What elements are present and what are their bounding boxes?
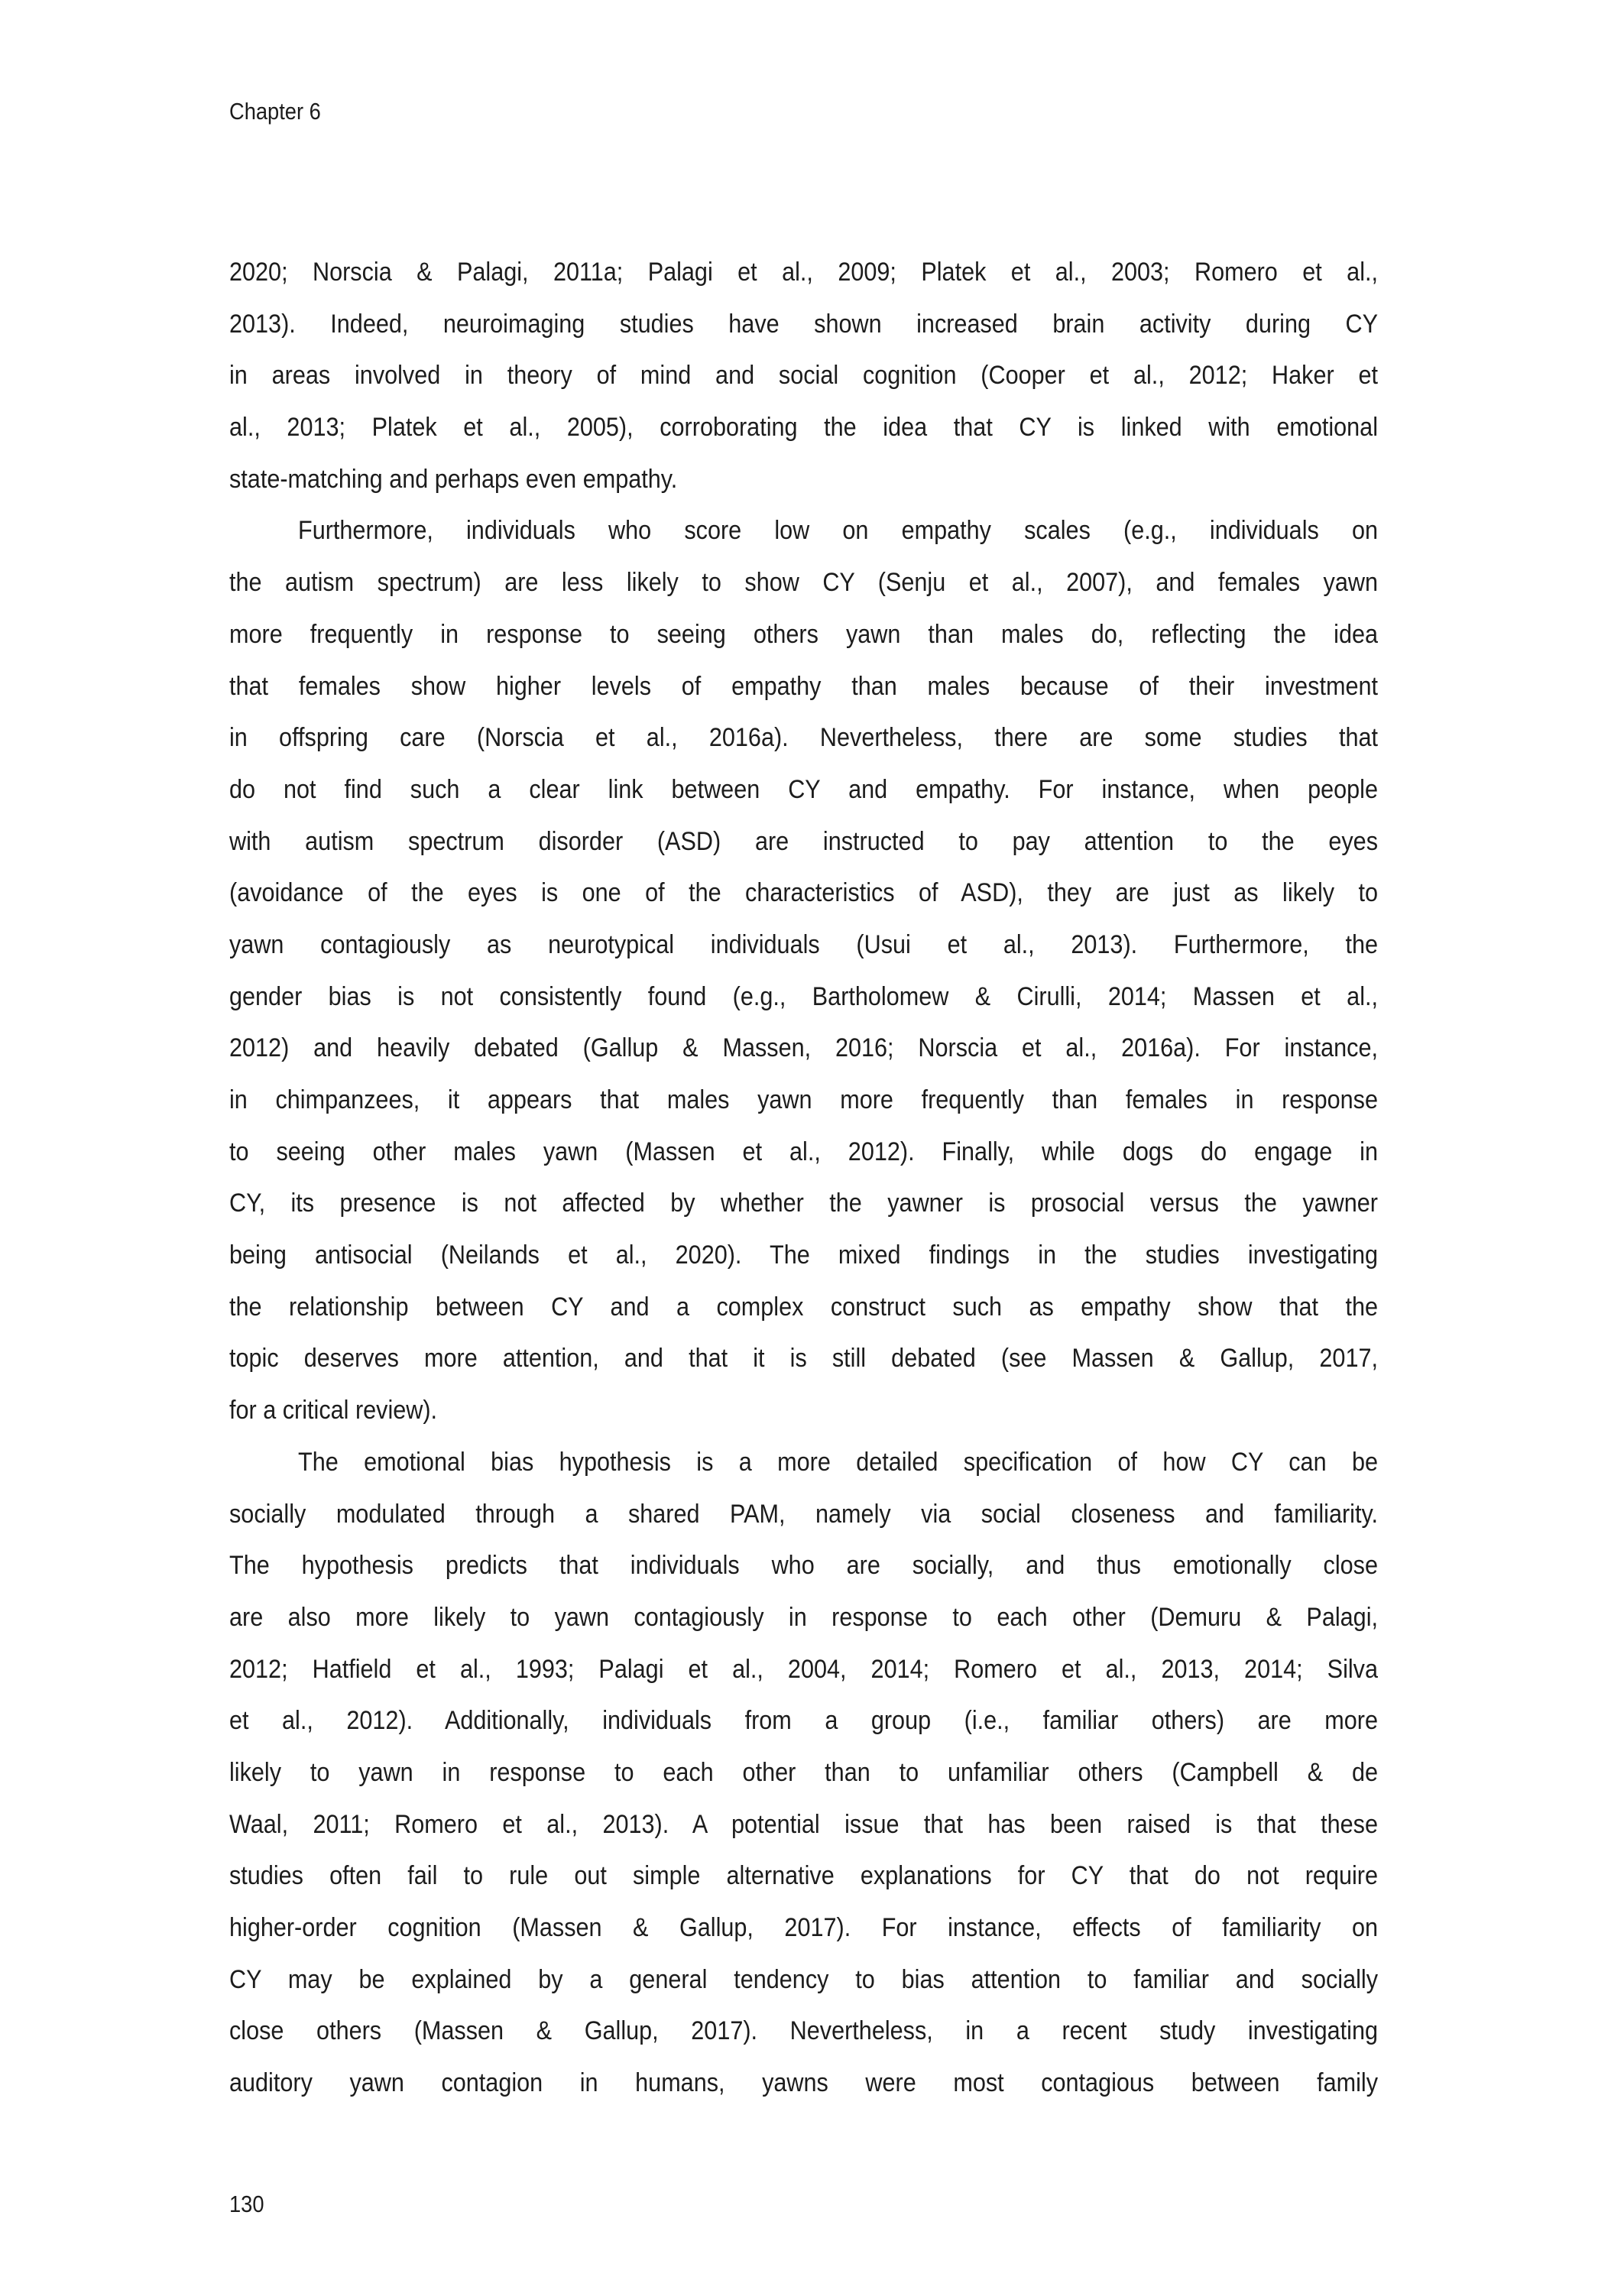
text-line-content: likely to yawn in response to each other than to unfamiliar others (Campbell & de [229, 1757, 1378, 1787]
text-line [229, 1333, 1378, 1385]
text-line [229, 505, 1378, 557]
text-line-content: that females show higher levels of empathy than males because of their investment [229, 671, 1378, 701]
text-line [229, 1644, 1378, 1696]
text-line-content: the relationship between CY and a complex construct such as empathy show that the [229, 1292, 1378, 1322]
text-line-content: al., 2013; Platek et al., 2005), corroborating the idea that CY is linked with emotional [229, 413, 1378, 443]
text-line-content: The hypothesis predicts that individuals who are socially, and thus emotionally close [229, 1551, 1378, 1581]
text-line-content: Furthermore, individuals who score low on empathy scales (e.g., individuals on [298, 516, 1378, 546]
running-head: Chapter 6 [229, 98, 321, 125]
text-line [229, 1592, 1378, 1644]
text-line [229, 1540, 1378, 1592]
text-line [229, 816, 1378, 868]
text-line [229, 712, 1378, 764]
text-line [229, 1385, 1378, 1437]
text-line [229, 971, 1378, 1023]
text-line-content: the autism spectrum) are less likely to show CY (Senju et al., 2007), and females yawn [229, 568, 1378, 598]
text-line [229, 661, 1378, 713]
text-line [229, 1127, 1378, 1179]
text-line-content: do not find such a clear link between CY and empathy. For instance, when people [229, 774, 1378, 804]
text-line [229, 402, 1378, 454]
text-line [229, 1023, 1378, 1075]
text-line-content: being antisocial (Neilands et al., 2020). The mixed findings in the studies investigating [229, 1241, 1378, 1270]
text-line [229, 919, 1378, 971]
text-line-content: CY, its presence is not affected by whether the yawner is prosocial versus the yawner [229, 1189, 1378, 1218]
text-line-content: gender bias is not consistently found (e.g., Bartholomew & Cirulli, 2014; Massen et al., [229, 981, 1378, 1011]
text-line [229, 764, 1378, 816]
text-line-content: socially modulated through a shared PAM, namely via social closeness and familiarity. [229, 1499, 1378, 1529]
text-line-content: 2012; Hatfield et al., 1993; Palagi et al., 2004, 2014; Romero et al., 2013, 2014; Silva [229, 1654, 1378, 1684]
text-line-content: more frequently in response to seeing others yawn than males do, reflecting the idea [229, 619, 1378, 649]
text-line-content: topic deserves more attention, and that it is still debated (see Massen & Gallup, 2017, [229, 1344, 1378, 1374]
text-line-content: 2013). Indeed, neuroimaging studies have shown increased brain activity during CY [229, 309, 1378, 339]
text-line [229, 1178, 1378, 1230]
text-line-content: 2020; Norscia & Palagi, 2011a; Palagi et al., 2009; Platek et al., 2003; Romero et al., [229, 258, 1378, 287]
text-line [229, 557, 1378, 609]
text-line [229, 1695, 1378, 1747]
text-line-content: higher-order cognition (Massen & Gallup, 2017). For instance, effects of familiarity on [229, 1913, 1378, 1942]
text-line-content: in offspring care (Norscia et al., 2016a). Nevertheless, there are some studies that [229, 723, 1378, 753]
text-line-content: auditory yawn contagion in humans, yawns were most contagious between family [229, 2068, 1378, 2098]
text-line-content: in areas involved in theory of mind and social cognition (Cooper et al., 2012; Haker et [229, 361, 1378, 391]
text-line-content: (avoidance of the eyes is one of the characteristics of ASD), they are just as likely to [229, 878, 1378, 908]
text-line [229, 1954, 1378, 2006]
text-line [229, 350, 1378, 402]
text-line-content: The emotional bias hypothesis is a more detailed specification of how CY can be [298, 1447, 1378, 1477]
text-line [229, 868, 1378, 919]
text-line [229, 1230, 1378, 1282]
text-line-content: yawn contagiously as neurotypical individuals (Usui et al., 2013). Furthermore, the [229, 929, 1378, 959]
text-line-content: state-matching and perhaps even empathy. [229, 464, 678, 494]
text-line-content: for a critical review). [229, 1396, 438, 1425]
text-line-content: studies often fail to rule out simple alternative explanations for CY that do not require [229, 1861, 1378, 1891]
text-line-content: are also more likely to yawn contagiously in response to each other (Demuru & Palagi, [229, 1602, 1378, 1632]
text-line [229, 1850, 1378, 1902]
text-line-content: CY may be explained by a general tendency to bias attention to familiar and socially [229, 1964, 1378, 1994]
text-line [229, 2058, 1378, 2110]
text-line [229, 454, 1378, 506]
text-line [229, 1489, 1378, 1541]
text-line [229, 1437, 1378, 1489]
text-line [229, 1282, 1378, 1334]
text-line [229, 2006, 1378, 2058]
text-line-content: 2012) and heavily debated (Gallup & Massen, 2016; Norscia et al., 2016a). For instance, [229, 1033, 1378, 1063]
text-line-content: et al., 2012). Additionally, individuals from a group (i.e., familiar others) are more [229, 1706, 1378, 1736]
text-line-content: to seeing other males yawn (Massen et al., 2012). Finally, while dogs do engage in [229, 1137, 1378, 1166]
text-line [229, 299, 1378, 351]
text-line-content: with autism spectrum disorder (ASD) are instructed to pay attention to the eyes [229, 826, 1378, 856]
text-line [229, 1075, 1378, 1127]
text-line [229, 1747, 1378, 1799]
text-line-content: Waal, 2011; Romero et al., 2013). A potential issue that has been raised is that these [229, 1809, 1378, 1839]
text-line-content: in chimpanzees, it appears that males yawn more frequently than females in response [229, 1085, 1378, 1114]
text-line [229, 1902, 1378, 1954]
text-line [229, 1799, 1378, 1851]
body-text [229, 247, 1378, 2110]
text-line-content: close others (Massen & Gallup, 2017). Nevertheless, in a recent study investigating [229, 2016, 1378, 2046]
text-line [229, 247, 1378, 299]
text-line [229, 609, 1378, 661]
page-number: 130 [229, 2191, 264, 2217]
